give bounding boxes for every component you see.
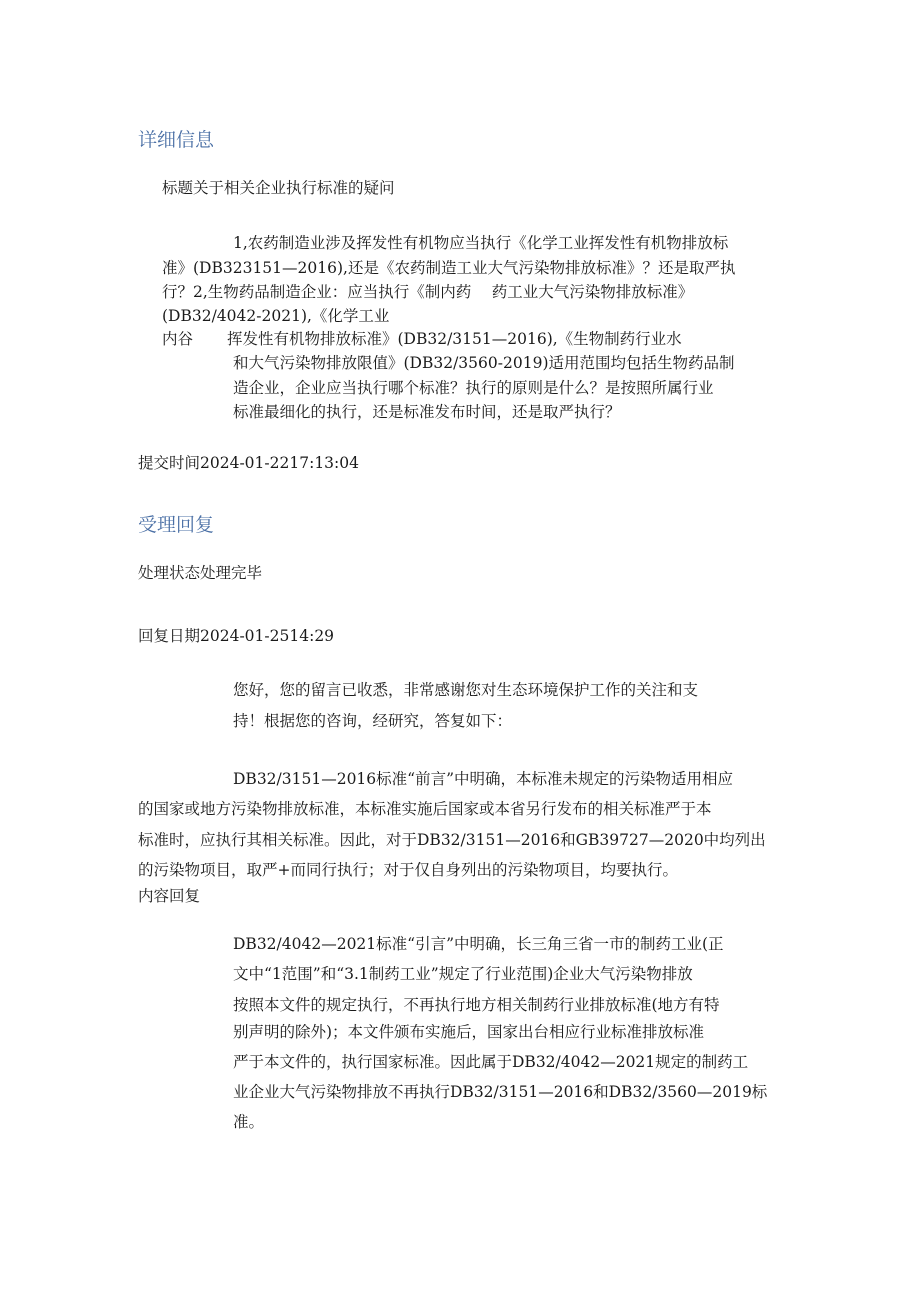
reply-content-label: 内容回复 <box>138 887 201 905</box>
reply-para1-line: 的国家或地方污染物排放标准，本标准实施后国家或本省另行发布的相关标准严于本 <box>138 800 712 818</box>
reply-heading: 受理回复 <box>138 514 215 536</box>
content-label: 内谷 <box>162 330 194 348</box>
reply-para2-line: 文中“1范围”和“3.1制药工业”规定了行业范围)企业大气污染物排放 <box>233 965 693 983</box>
content-line: 标准最细化的执行，还是标准发布时间，还是取严执行？ <box>233 403 621 421</box>
content-line: 和大气污染物排放限值》(DB32/3560-2019)适用范围均包括生物药品制 <box>233 354 735 372</box>
content-line: 1,农药制造业涉及挥发性有机物应当执行《化学工业挥发性有机物排放标 <box>233 234 729 252</box>
greeting-line: 您好，您的留言已收悉，非常感谢您对生态环境保护工作的关注和支 <box>233 681 699 699</box>
reply-para2-line: 业企业大气污染物排放不再执行DB32/3151—2016和DB32/3560—2019标 <box>233 1083 768 1101</box>
detail-heading: 详细信息 <box>138 129 215 151</box>
reply-para1-line: DB32/3151—2016标准“前言”中明确，本标准未规定的污染物适用相应 <box>233 770 734 788</box>
content-line: 行？2,生物药品制造企业：应当执行《制内药 药工业大气污染物排放标准》 <box>162 283 694 301</box>
content-line: 准》(DB323151—2016),还是《农药制造工业大气污染物排放标准》？还是取严执 <box>162 259 736 277</box>
status-line: 处理状态处理完毕 <box>138 564 263 582</box>
reply-para2-line: 按照本文件的规定执行，不再执行地方相关制药行业排放标准(地方有特 <box>233 996 720 1014</box>
submit-time: 提交时间2024-01-2217:13:04 <box>138 454 359 472</box>
content-line: (DB32/4042-2021),《化学工业 <box>162 307 390 325</box>
content-line: 挥发性有机物排放标准》(DB32/3151—2016),《生物制药行业水 <box>227 330 682 348</box>
reply-para1-line: 标准时，应执行其相关标准。因此，对于DB32/3151—2016和GB39727—2020中均列出 <box>138 831 766 849</box>
content-line: 造企业，企业应当执行哪个标准？执行的原则是什么？是按照所属行业 <box>233 379 714 397</box>
reply-para2-line: DB32/4042—2021标准“引言”中明确，长三角三省一市的制药工业(正 <box>233 935 724 953</box>
title-line: 标题关于相关企业执行标准的疑问 <box>162 179 395 197</box>
reply-para2-line: 准。 <box>233 1113 265 1131</box>
reply-date: 回复日期2024-01-2514:29 <box>138 627 335 645</box>
greeting-line: 持！根据您的咨询，经研究，答复如下： <box>233 712 513 730</box>
reply-para2-line: 别声明的除外)；本文件颁布实施后，国家出台相应行业标准排放标准 <box>233 1023 705 1041</box>
reply-para2-line: 严于本文件的，执行国家标准。因此属于DB32/4042—2021规定的制药工 <box>233 1053 749 1071</box>
reply-para1-line: 的污染物项目，取严+而同行执行；对于仅自身列出的污染物项目，均要执行。 <box>138 861 678 879</box>
